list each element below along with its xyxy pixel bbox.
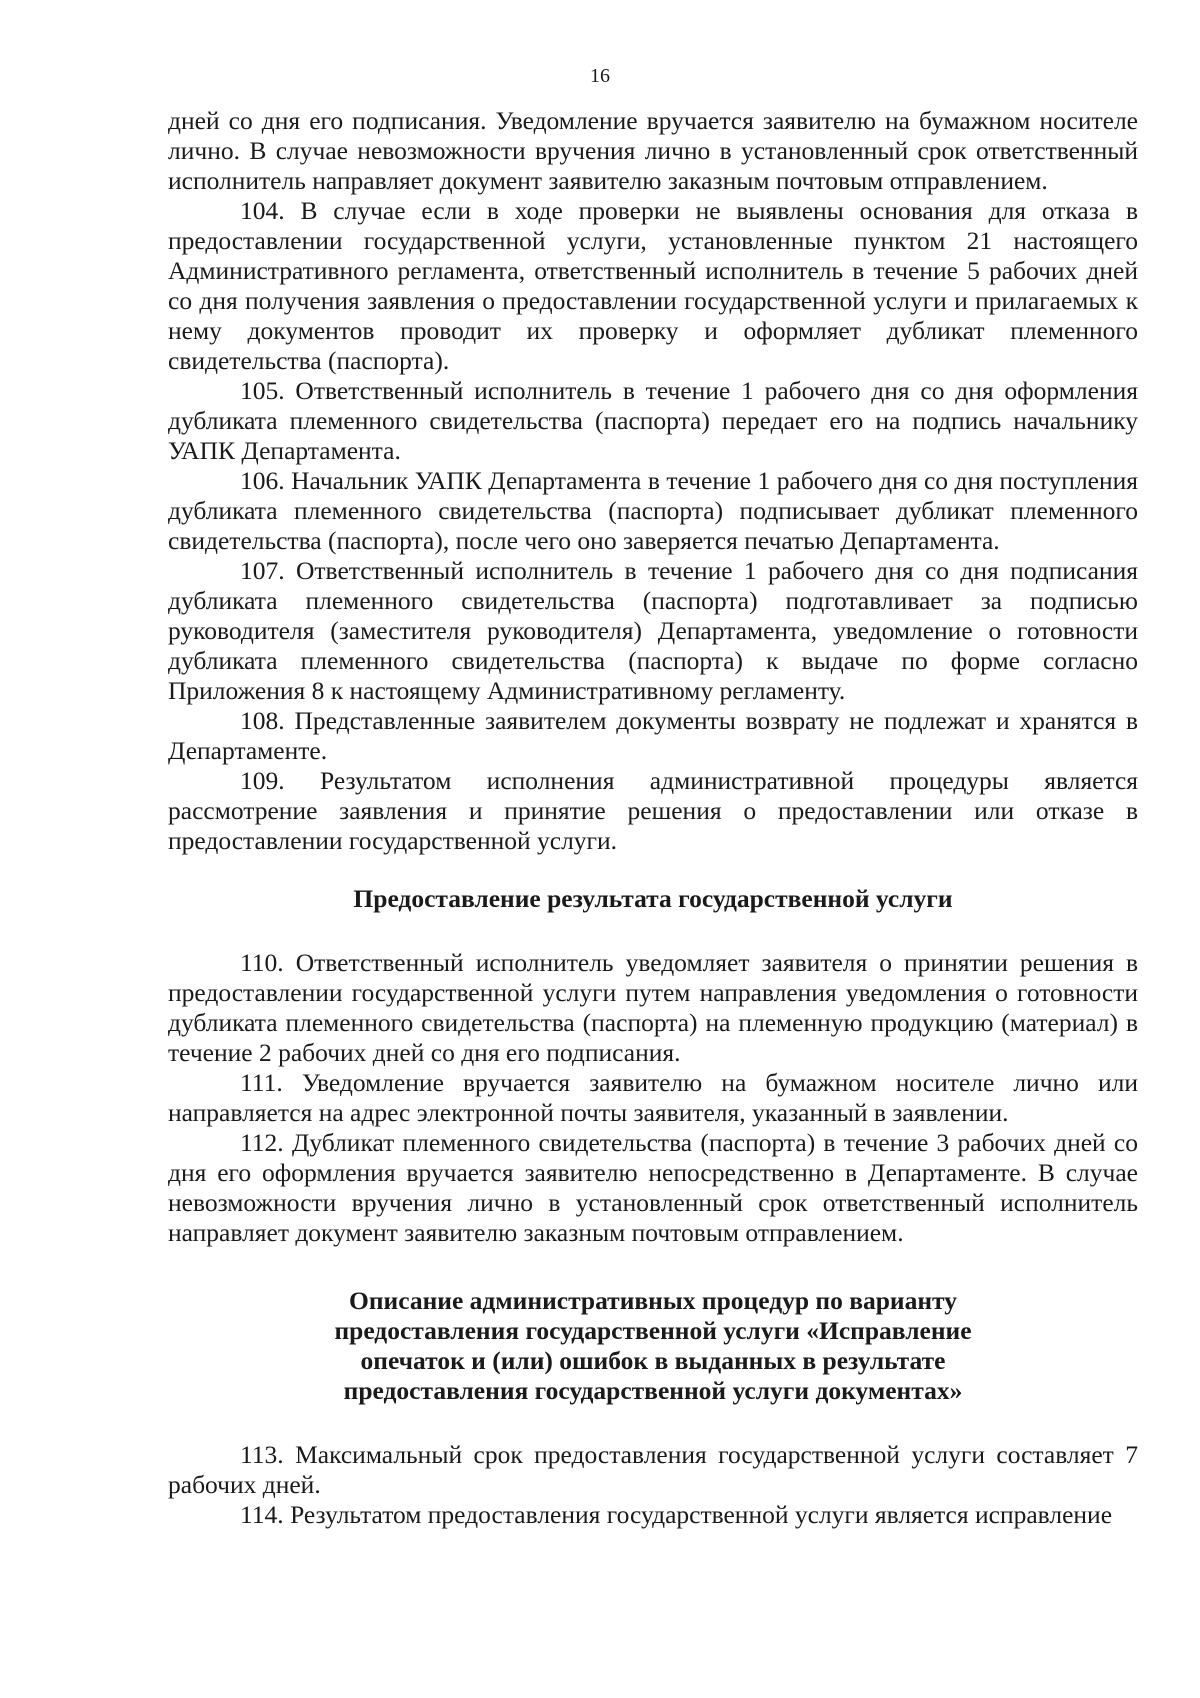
- paragraph-number: 109.: [240, 766, 285, 795]
- paragraph-112: [168, 1128, 1138, 1248]
- paragraph-number: 111.: [240, 1068, 283, 1097]
- paragraph-108: [168, 706, 1138, 766]
- paragraph-text: В случае если в ходе проверки не выявлены основания для отказа в предоставлении государственной услуги, установленные пунктом 21 настоящего Административного регламента, ответственный исполнитель в течение 5 рабочих дней со дня получения заявления о предоставлении государственной услуги и прилагаемых к нему документов проводит их проверку и оформляет дубликат племенного свидетельства (паспорта).: [168, 196, 1138, 375]
- paragraph-text: Ответственный исполнитель в течение 1 рабочего дня со дня подписания дубликата племенного свидетельства (паспорта) подготавливает за подписью руководителя (заместителя руководителя) Департамента, уведомление о готовности дубликата племенного свидетельства (паспорта) к выдаче по форме согласно Приложения 8 к настоящему Административному регламенту.: [168, 556, 1139, 705]
- paragraph-109: [168, 766, 1138, 856]
- page-number: 16: [590, 65, 610, 87]
- paragraph-106: [168, 466, 1138, 556]
- paragraph-111: [168, 1068, 1138, 1128]
- paragraph-113: [168, 1440, 1138, 1500]
- paragraph-number: 107.: [240, 556, 285, 585]
- paragraph-number: 108.: [240, 706, 285, 735]
- paragraph-number: 104.: [240, 196, 285, 225]
- paragraph-114: [168, 1500, 1138, 1530]
- section-heading: Предоставление результата государственной услуги: [353, 884, 953, 913]
- paragraph-number: 110.: [240, 948, 284, 977]
- paragraph-110: [168, 948, 1138, 1068]
- section-heading: Описание административных процедур по варианту предоставления государственной услуги «Исправление опечаток и (или) ошибок в выданных в результате предоставления государственной услуги документах»: [334, 1286, 972, 1405]
- document-body: [168, 106, 1138, 1530]
- paragraph-text: Ответственный исполнитель уведомляет заявителя о принятии решения в предоставлении государственной услуги путем направления уведомления о готовности дубликата племенного свидетельства (паспорта) на племенную продукцию (материал) в течение 2 рабочих дней со дня его подписания.: [168, 948, 1139, 1067]
- paragraph-text: Результатом предоставления государственной услуги является исправление: [290, 1500, 1113, 1529]
- paragraph-text: Уведомление вручается заявителю на бумажном носителе лично или направляется на адрес электронной почты заявителя, указанный в заявлении.: [168, 1068, 1139, 1127]
- paragraph-text: Дубликат племенного свидетельства (паспорта) в течение 3 рабочих дней со дня его оформления вручается заявителю непосредственно в Департаменте. В случае невозможности вручения лично в установленный срок ответственный исполнитель направляет документ заявителю заказным почтовым отправлением.: [168, 1128, 1138, 1247]
- paragraph-continuation: [168, 106, 1138, 196]
- paragraph-text: Начальник УАПК Департамента в течение 1 рабочего дня со дня поступления дубликата племенного свидетельства (паспорта) подписывает дубликат племенного свидетельства (паспорта), после чего оно заверяется печатью Департамента.: [168, 466, 1139, 555]
- paragraph-text: Результатом исполнения административной процедуры является рассмотрение заявления и принятие решения о предоставлении или отказе в предоставлении государственной услуги.: [168, 766, 1138, 855]
- paragraph-number: 114.: [240, 1500, 284, 1529]
- paragraph-104: [168, 196, 1138, 376]
- paragraph-number: 112.: [240, 1128, 284, 1157]
- paragraph-text: дней со дня его подписания. Уведомление вручается заявителю на бумажном носителе лично. В случае невозможности вручения лично в установленный срок ответственный исполнитель направляет документ заявителю заказным почтовым отправлением.: [168, 106, 1138, 195]
- paragraph-number: 106.: [240, 466, 285, 495]
- paragraph-107: [168, 556, 1138, 706]
- paragraph-text: Представленные заявителем документы возврату не подлежат и хранятся в Департаменте.: [168, 706, 1139, 765]
- paragraph-text: Ответственный исполнитель в течение 1 рабочего дня со дня оформления дубликата племенного свидетельства (паспорта) передает его на подпись начальнику УАПК Департамента.: [168, 376, 1138, 465]
- paragraph-text: Максимальный срок предоставления государственной услуги составляет 7 рабочих дней.: [168, 1440, 1138, 1499]
- paragraph-number: 105.: [240, 376, 285, 405]
- paragraph-105: [168, 376, 1138, 466]
- paragraph-number: 113.: [240, 1440, 284, 1469]
